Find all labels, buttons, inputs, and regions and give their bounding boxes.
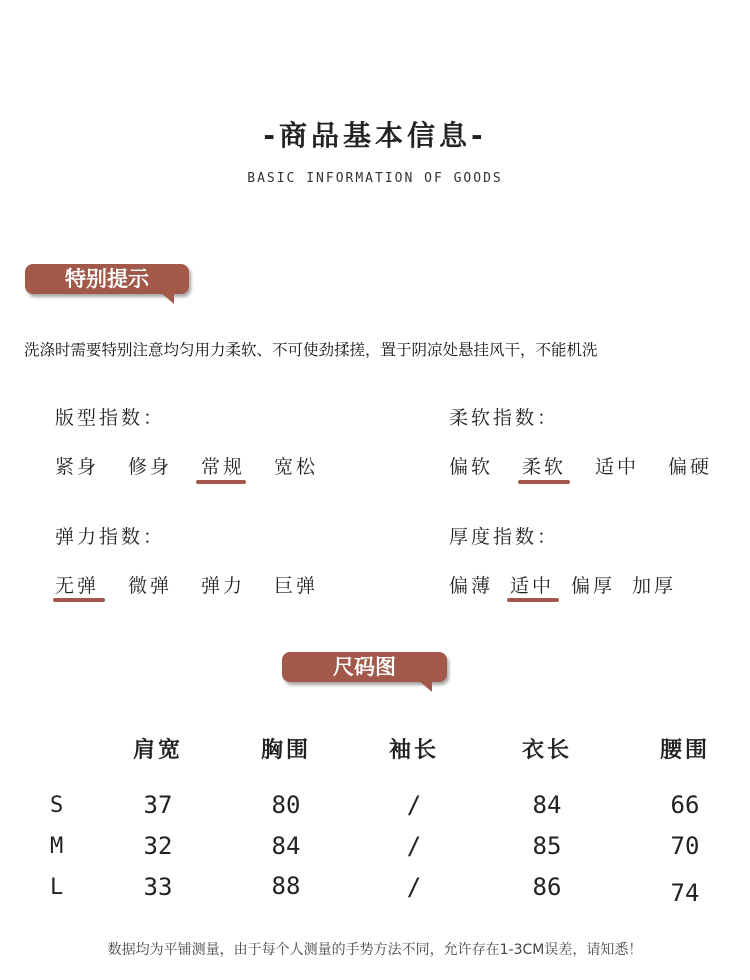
size-cell: /: [406, 832, 422, 860]
thickness-option: 偏薄: [449, 575, 494, 597]
size-cell: 66: [670, 791, 700, 819]
thickness-option: 加厚: [632, 575, 677, 597]
size-column-header: 肩宽: [132, 738, 183, 763]
special-notice-tag-tail: [160, 292, 174, 304]
fit-selected-underline: [196, 480, 246, 484]
softness-option: 偏软: [449, 456, 494, 478]
fit-option: 紧身: [55, 456, 100, 478]
care-notice: 洗涤时需要特别注意均匀用力柔软、不可使劲揉搓，置于阴凉处悬挂风干，不能机洗: [24, 341, 598, 359]
size-cell: 88: [271, 872, 301, 900]
thickness-option: 偏厚: [571, 575, 616, 597]
fit-option: 修身: [128, 456, 173, 478]
softness-selected-underline: [518, 480, 570, 484]
elasticity-index-title: 弹力指数：: [55, 526, 166, 548]
fit-option: 宽松: [274, 456, 319, 478]
size-cell: 33: [143, 873, 173, 901]
size-column-header: 袖长: [388, 738, 439, 763]
size-cell: /: [406, 791, 422, 819]
elasticity-option: 弹力: [201, 575, 246, 597]
size-cell: 84: [271, 832, 301, 860]
size-cell: 85: [532, 832, 562, 860]
fit-option-selected: 常规: [201, 456, 246, 478]
size-chart-tag-tail: [418, 680, 432, 692]
softness-option: 适中: [595, 456, 640, 478]
size-cell: 86: [532, 873, 562, 901]
thickness-selected-underline: [507, 598, 559, 602]
size-cell: 32: [143, 832, 173, 860]
size-row-label: M: [50, 834, 64, 859]
size-cell: 70: [670, 832, 700, 860]
elasticity-option-selected: 无弹: [55, 575, 100, 597]
size-cell: 80: [271, 791, 301, 819]
thickness-index-title: 厚度指数：: [449, 526, 560, 548]
thickness-option-selected: 适中: [510, 575, 555, 597]
softness-option: 偏硬: [668, 456, 713, 478]
size-cell: /: [406, 873, 422, 901]
size-column-header: 腰围: [659, 738, 710, 763]
size-cell: 74: [670, 879, 700, 907]
size-cell: 37: [143, 791, 173, 819]
size-column-header: 胸围: [260, 738, 311, 763]
page-title: -商品基本信息-: [263, 119, 487, 152]
elasticity-option: 微弹: [128, 575, 173, 597]
elasticity-selected-underline: [53, 598, 105, 602]
softness-option-selected: 柔软: [522, 456, 567, 478]
size-cell: 84: [532, 791, 562, 819]
size-row-label: L: [50, 875, 64, 900]
size-column-header: 衣长: [521, 738, 572, 763]
size-row-label: S: [50, 793, 64, 818]
softness-index-title: 柔软指数：: [449, 407, 560, 429]
fit-index-title: 版型指数：: [55, 407, 166, 429]
elasticity-option: 巨弹: [274, 575, 319, 597]
measurement-note: 数据均为平铺测量，由于每个人测量的手势方法不同，允许存在1-3CM误差，请知悉！: [107, 942, 643, 958]
size-chart-tag: 尺码图: [282, 652, 447, 682]
page-subtitle: BASIC INFORMATION OF GOODS: [247, 171, 503, 186]
special-notice-tag: 特别提示: [25, 264, 189, 294]
